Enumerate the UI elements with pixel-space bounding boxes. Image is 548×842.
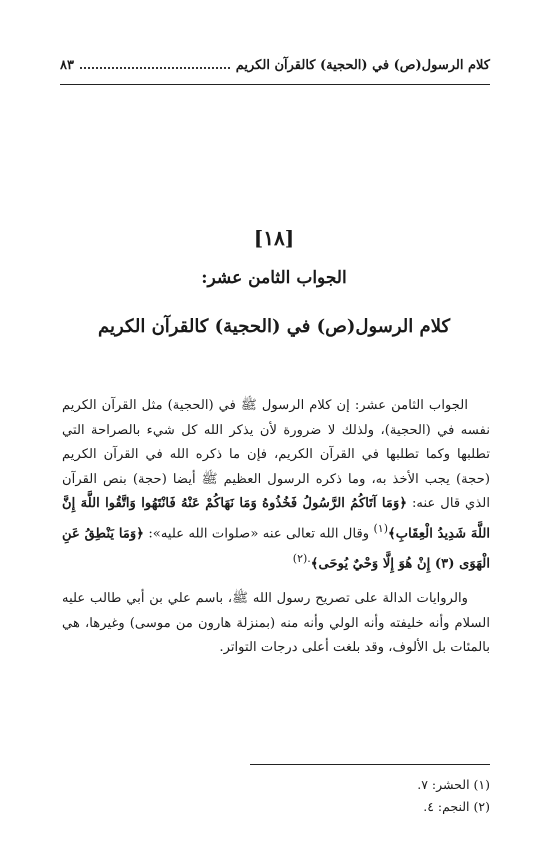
- header-rule: [60, 84, 490, 85]
- leader-dots: [80, 66, 230, 69]
- section-subtitle: الجواب الثامن عشر:: [201, 268, 347, 288]
- paragraph-1: [62, 394, 490, 577]
- paragraph-1-mid: وقال الله تعالى عنه «صلوات الله عليه»:: [144, 526, 374, 542]
- footnote-2: (٢) النجم: ٤.: [423, 799, 490, 814]
- footnotes: [62, 774, 490, 818]
- paragraph-1-text: الجواب الثامن عشر: إن كلام الرسول ﷺ في (الحجية) مثل القرآن الكريم نفسه في (الحجية)، ولذلك لا ضرورة لأن يذكر الله كل شيء بالصراحة التي تطلبها وكما تطلبها في القرآن الكريم، فإن ما ذكره الله في القرآن الكريم (حجة) يجب الأخذ به، وما ذكره الرسول العظيم ﷺ أيضا (حجة) بنص القرآن الذي قال عنه:: [62, 398, 490, 512]
- section-number: [١٨]: [253, 226, 295, 250]
- footnote-ref-1: (١): [373, 521, 388, 535]
- paragraph-2: والروايات الدالة على تصريح رسول الله ﷺ، باسم علي بن أبي طالب عليه السلام وأنه خليفته وأنه الولي وأنه منه (بمنزلة هارون من موسى) وغيرها، هي بالمئات بل الألوف، وقد بلغت أعلى درجات التواتر.: [62, 590, 490, 656]
- footnote-1: (١) الحشر: ٧.: [417, 777, 490, 792]
- page-number: ٨٣: [60, 58, 74, 73]
- quran-quote-1: ﴿وَمَا آتَاكُمُ الرَّسُولُ فَخُذُوهُ وَمَا نَهَاكُمْ عَنْهُ فَانْتَهُوا وَاتَّقُوا اللَّهَ إِنَّ اللَّهَ شَدِيدُ الْعِقَابِ﴾: [62, 496, 490, 542]
- running-header: [60, 58, 490, 80]
- section-title: كلام الرسول(ص) في (الحجية) كالقرآن الكريم: [97, 316, 451, 337]
- footnote-ref-2: .(٢): [292, 551, 311, 565]
- running-title: كلام الرسول(ص) في (الحجية) كالقرآن الكريم: [235, 58, 490, 73]
- quran-quote-2: ﴿وَمَا يَنْطِقُ عَنِ الْهَوَى (٣) إِنْ هُوَ إِلَّا وَحْيٌ يُوحَى﴾: [62, 526, 490, 572]
- footnote-rule: [250, 764, 490, 765]
- body-text: [62, 394, 490, 661]
